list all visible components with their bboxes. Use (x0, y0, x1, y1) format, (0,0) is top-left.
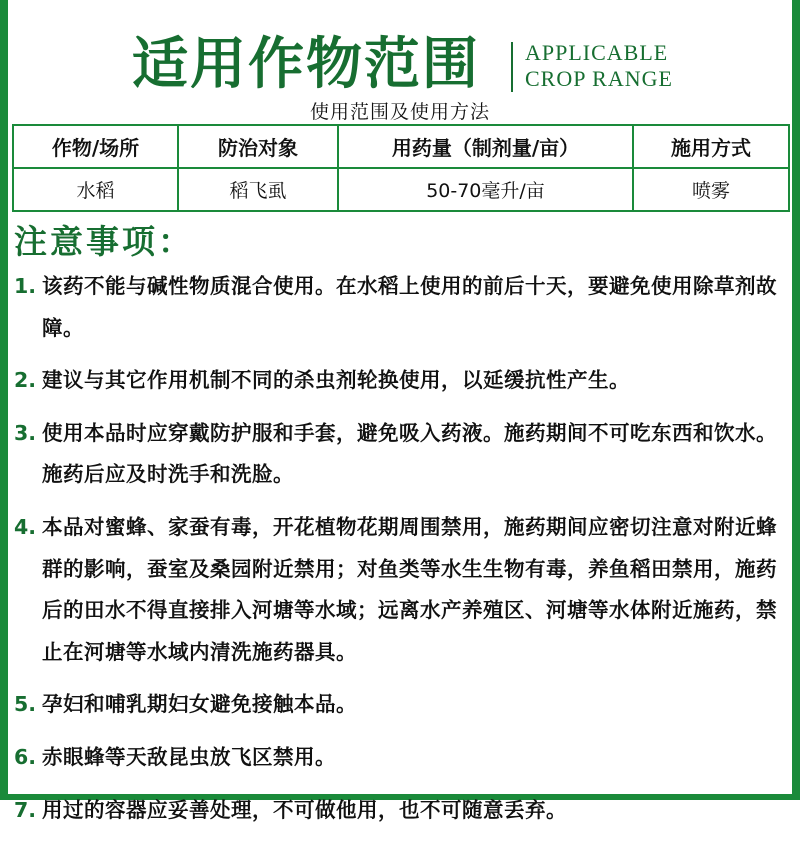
cell-target: 稻飞虱 (178, 168, 338, 211)
header-method: 施用方式 (633, 125, 789, 168)
page-title: 适用作物范围 (132, 31, 480, 97)
list-item (14, 790, 786, 832)
list-item (14, 413, 786, 496)
usage-table (12, 124, 790, 212)
item-number: 2. (14, 368, 37, 393)
precautions-title: 注意事项： (14, 222, 194, 261)
header-dosage: 用药量（制剂量/亩） (338, 125, 633, 168)
precautions-list (14, 266, 786, 842)
table-row (13, 168, 789, 211)
item-number: 6. (14, 744, 37, 769)
item-number: 4. (14, 515, 37, 540)
english-title (525, 40, 673, 92)
item-text: 本品对蜜蜂、家蚕有毒，开花植物花期周围禁用，施药期间应密切注意对附近蜂群的影响，蚕室及桑园附近禁用；对鱼类等水生生物有毒，养鱼稻田禁用，施药后的田水不得直接排入河塘等水域；远离水产养殖区、河塘等水体附近施药，禁止在河塘等水域内清洗施药器具。 (42, 515, 777, 664)
item-text: 赤眼蜂等天敌昆虫放飞区禁用。 (42, 744, 336, 769)
list-item (14, 507, 786, 673)
list-item (14, 684, 786, 726)
item-number: 3. (14, 420, 37, 445)
header-crop: 作物/场所 (13, 125, 178, 168)
item-text: 使用本品时应穿戴防护服和手套，避免吸入药液。施药期间不可吃东西和饮水。施药后应及时洗手和洗脸。 (42, 420, 777, 487)
usage-table-header-row (13, 125, 789, 168)
cell-dosage: 50-70毫升/亩 (338, 168, 633, 211)
usage-subtitle: 使用范围及使用方法 (309, 101, 490, 123)
english-title-line-2: CROP RANGE (525, 66, 673, 91)
item-text: 用过的容器应妥善处理，不可做他用，也不可随意丢弃。 (42, 797, 567, 822)
item-number: 1. (14, 274, 37, 298)
cell-method: 喷雾 (633, 168, 789, 211)
english-title-line-1: APPLICABLE (525, 40, 669, 65)
item-number: 5. (14, 692, 37, 717)
list-item (14, 360, 786, 402)
cell-crop: 水稻 (13, 168, 178, 211)
item-number: 7. (14, 797, 37, 822)
header (0, 28, 800, 98)
list-item (14, 266, 786, 349)
item-text: 该药不能与碱性物质混合使用。在水稻上使用的前后十天，要避免使用除草剂故障。 (42, 274, 777, 340)
header-target: 防治对象 (178, 125, 338, 168)
item-text: 孕妇和哺乳期妇女避免接触本品。 (42, 692, 357, 717)
list-item (14, 737, 786, 779)
title-divider (511, 42, 513, 92)
item-text: 建议与其它作用机制不同的杀虫剂轮换使用，以延缓抗性产生。 (42, 368, 630, 393)
